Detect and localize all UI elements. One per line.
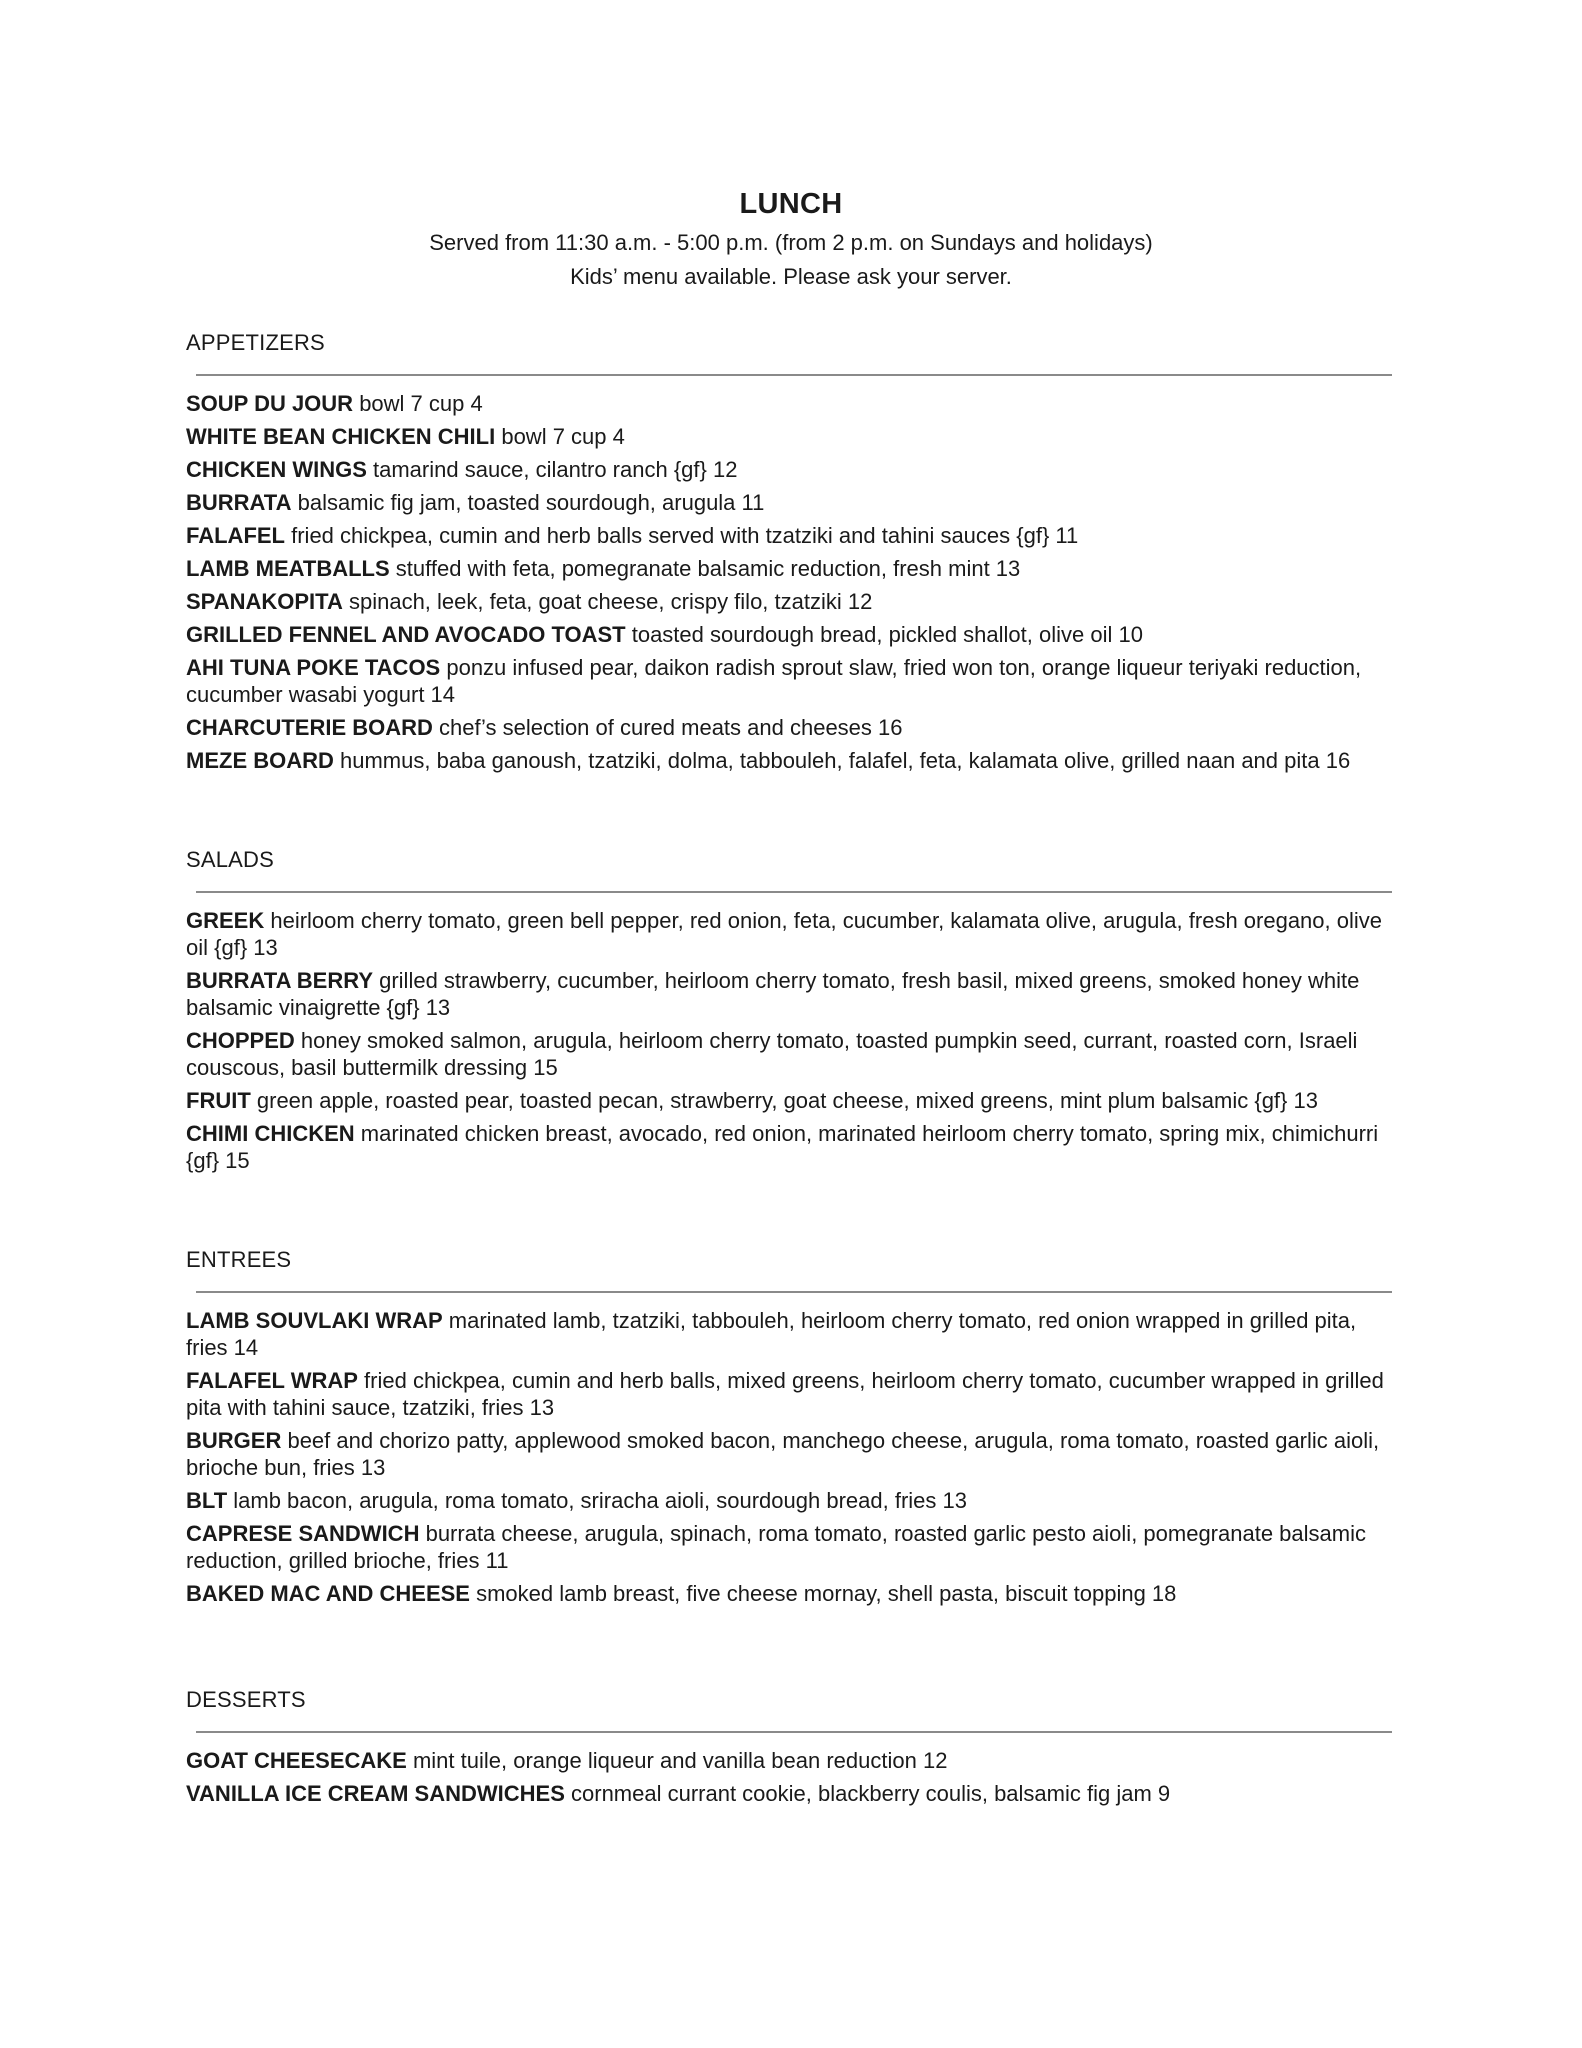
menu-item-description: cornmeal currant cookie, blackberry coulis, balsamic fig jam 9: [564, 1781, 1171, 1806]
section-heading: APPETIZERS: [186, 330, 325, 355]
menu-item: [186, 1487, 1390, 1514]
menu-item-name: CHICKEN WINGS: [186, 457, 367, 482]
menu-item-description: honey smoked salmon, arugula, heirloom cherry tomato, toasted pumpkin seed, currant, roasted corn, Israeli couscous, basil buttermilk dressing 15: [186, 1028, 1358, 1080]
menu-item-description: lamb bacon, arugula, roma tomato, sriracha aioli, sourdough bread, fries 13: [227, 1488, 967, 1513]
menu-item-name: GREEK: [186, 908, 265, 933]
menu-item: [186, 1087, 1390, 1114]
menu-item-list: [186, 907, 1390, 1174]
menu-item: [186, 555, 1390, 582]
menu-item-name: FRUIT: [186, 1088, 251, 1113]
section-heading: ENTREES: [186, 1247, 292, 1272]
menu-item-name: GOAT CHEESECAKE: [186, 1748, 407, 1773]
menu-item: [186, 1307, 1390, 1361]
menu-item-name: LAMB SOUVLAKI WRAP: [186, 1308, 443, 1333]
menu-item: [186, 1780, 1390, 1807]
menu-item-description: stuffed with feta, pomegranate balsamic reduction, fresh mint 13: [389, 556, 1021, 581]
menu-item-description: chef’s selection of cured meats and cheeses 16: [432, 715, 903, 740]
menu-item: [186, 967, 1390, 1021]
menu-item-description: bowl 7 cup 4: [495, 424, 625, 449]
menu-item-description: burrata cheese, arugula, spinach, roma tomato, roasted garlic pesto aioli, pomegranate balsamic reduction, grilled brioche, fries 11: [186, 1521, 1366, 1573]
menu-item-description: beef and chorizo patty, applewood smoked bacon, manchego cheese, arugula, roma tomato, roasted garlic aioli, brioche bun, fries 13: [186, 1428, 1380, 1480]
section-heading: DESSERTS: [186, 1687, 306, 1712]
menu-item: [186, 1747, 1390, 1774]
menu-item-name: GRILLED FENNEL AND AVOCADO TOAST: [186, 622, 626, 647]
menu-item-name: BURRATA: [186, 490, 292, 515]
menu-item-name: SPANAKOPITA: [186, 589, 343, 614]
menu-item: [186, 1027, 1390, 1081]
menu-item: [186, 489, 1390, 516]
menu-item-description: balsamic fig jam, toasted sourdough, arugula 11: [291, 490, 765, 515]
menu-item-name: BURRATA BERRY: [186, 968, 373, 993]
menu-item-name: CHIMI CHICKEN: [186, 1121, 355, 1146]
menu-item: [186, 654, 1390, 708]
menu-item-name: BLT: [186, 1488, 228, 1513]
menu-item: [186, 522, 1390, 549]
menu-hours: Served from 11:30 a.m. - 5:00 p.m. (from 2 p.m. on Sundays and holidays): [429, 230, 1153, 255]
section-divider: [196, 374, 1392, 376]
menu-item: [186, 907, 1390, 961]
menu-title: LUNCH: [739, 188, 843, 220]
menu-item-name: BURGER: [186, 1428, 282, 1453]
menu-item-name: CAPRESE SANDWICH: [186, 1521, 420, 1546]
section-heading: SALADS: [186, 847, 275, 872]
menu-item-description: marinated lamb, tzatziki, tabbouleh, heirloom cherry tomato, red onion wrapped in grilled pita, fries 14: [186, 1308, 1357, 1360]
menu-item-description: hummus, baba ganoush, tzatziki, dolma, tabbouleh, falafel, feta, kalamata olive, grilled naan and pita 16: [333, 748, 1351, 773]
menu-item-name: FALAFEL: [186, 523, 285, 548]
menu-item: [186, 1120, 1390, 1174]
menu-item-list: [186, 390, 1390, 774]
section-appetizers: [186, 328, 1390, 780]
menu-item-description: ponzu infused pear, daikon radish sprout slaw, fried won ton, orange liqueur teriyaki reduction, cucumber wasabi yogurt 14: [186, 655, 1362, 707]
menu-item-description: tamarind sauce, cilantro ranch {gf} 12: [366, 457, 738, 482]
section-divider: [196, 891, 1392, 893]
section-desserts: [186, 1685, 1390, 1813]
menu-item-description: toasted sourdough bread, pickled shallot, olive oil 10: [625, 622, 1143, 647]
menu-item: [186, 1580, 1390, 1607]
menu-item-name: CHOPPED: [186, 1028, 295, 1053]
menu-item-description: green apple, roasted pear, toasted pecan, strawberry, goat cheese, mixed greens, mint plum balsamic {gf} 13: [250, 1088, 1318, 1113]
menu-item: [186, 747, 1390, 774]
menu-item-description: fried chickpea, cumin and herb balls served with tzatziki and tahini sauces {gf} 11: [285, 523, 1079, 548]
menu-item-description: mint tuile, orange liqueur and vanilla bean reduction 12: [406, 1748, 948, 1773]
menu-item-list: [186, 1307, 1390, 1607]
menu-item: [186, 714, 1390, 741]
section-divider: [196, 1291, 1392, 1293]
menu-item-name: LAMB MEATBALLS: [186, 556, 390, 581]
menu-item: [186, 390, 1390, 417]
menu-item-description: marinated chicken breast, avocado, red onion, marinated heirloom cherry tomato, spring mix, chimichurri {gf} 15: [186, 1121, 1379, 1173]
menu-item-name: CHARCUTERIE BOARD: [186, 715, 433, 740]
menu-item-list: [186, 1747, 1390, 1807]
menu-item-description: bowl 7 cup 4: [353, 391, 483, 416]
section-salads: [186, 845, 1390, 1180]
menu-item-name: WHITE BEAN CHICKEN CHILI: [186, 424, 496, 449]
menu-item-description: smoked lamb breast, five cheese mornay, shell pasta, biscuit topping 18: [469, 1581, 1177, 1606]
menu-item-description: grilled strawberry, cucumber, heirloom cherry tomato, fresh basil, mixed greens, smoked honey white balsamic vinaigrette {gf} 13: [186, 968, 1360, 1020]
menu-item-name: BAKED MAC AND CHEESE: [186, 1581, 470, 1606]
section-divider: [196, 1731, 1392, 1733]
menu-item: [186, 1520, 1390, 1574]
menu-header: [0, 186, 1582, 294]
menu-item-description: heirloom cherry tomato, green bell pepper, red onion, feta, cucumber, kalamata olive, arugula, fresh oregano, olive oil {gf} 13: [186, 908, 1382, 960]
menu-item: [186, 456, 1390, 483]
kids-menu-note: Kids’ menu available. Please ask your server.: [570, 264, 1012, 289]
menu-item-description: spinach, leek, feta, goat cheese, crispy filo, tzatziki 12: [342, 589, 873, 614]
menu-item: [186, 1427, 1390, 1481]
menu-item-name: VANILLA ICE CREAM SANDWICHES: [186, 1781, 565, 1806]
menu-item-description: fried chickpea, cumin and herb balls, mixed greens, heirloom cherry tomato, cucumber wrapped in grilled pita with tahini sauce, tzatziki, fries 13: [186, 1368, 1384, 1420]
menu-item: [186, 588, 1390, 615]
menu-item: [186, 423, 1390, 450]
menu-item-name: FALAFEL WRAP: [186, 1368, 358, 1393]
menu-item-name: SOUP DU JOUR: [186, 391, 354, 416]
menu-item: [186, 621, 1390, 648]
menu-item-name: MEZE BOARD: [186, 748, 334, 773]
section-entrees: [186, 1245, 1390, 1613]
menu-item: [186, 1367, 1390, 1421]
menu-item-name: AHI TUNA POKE TACOS: [186, 655, 441, 680]
